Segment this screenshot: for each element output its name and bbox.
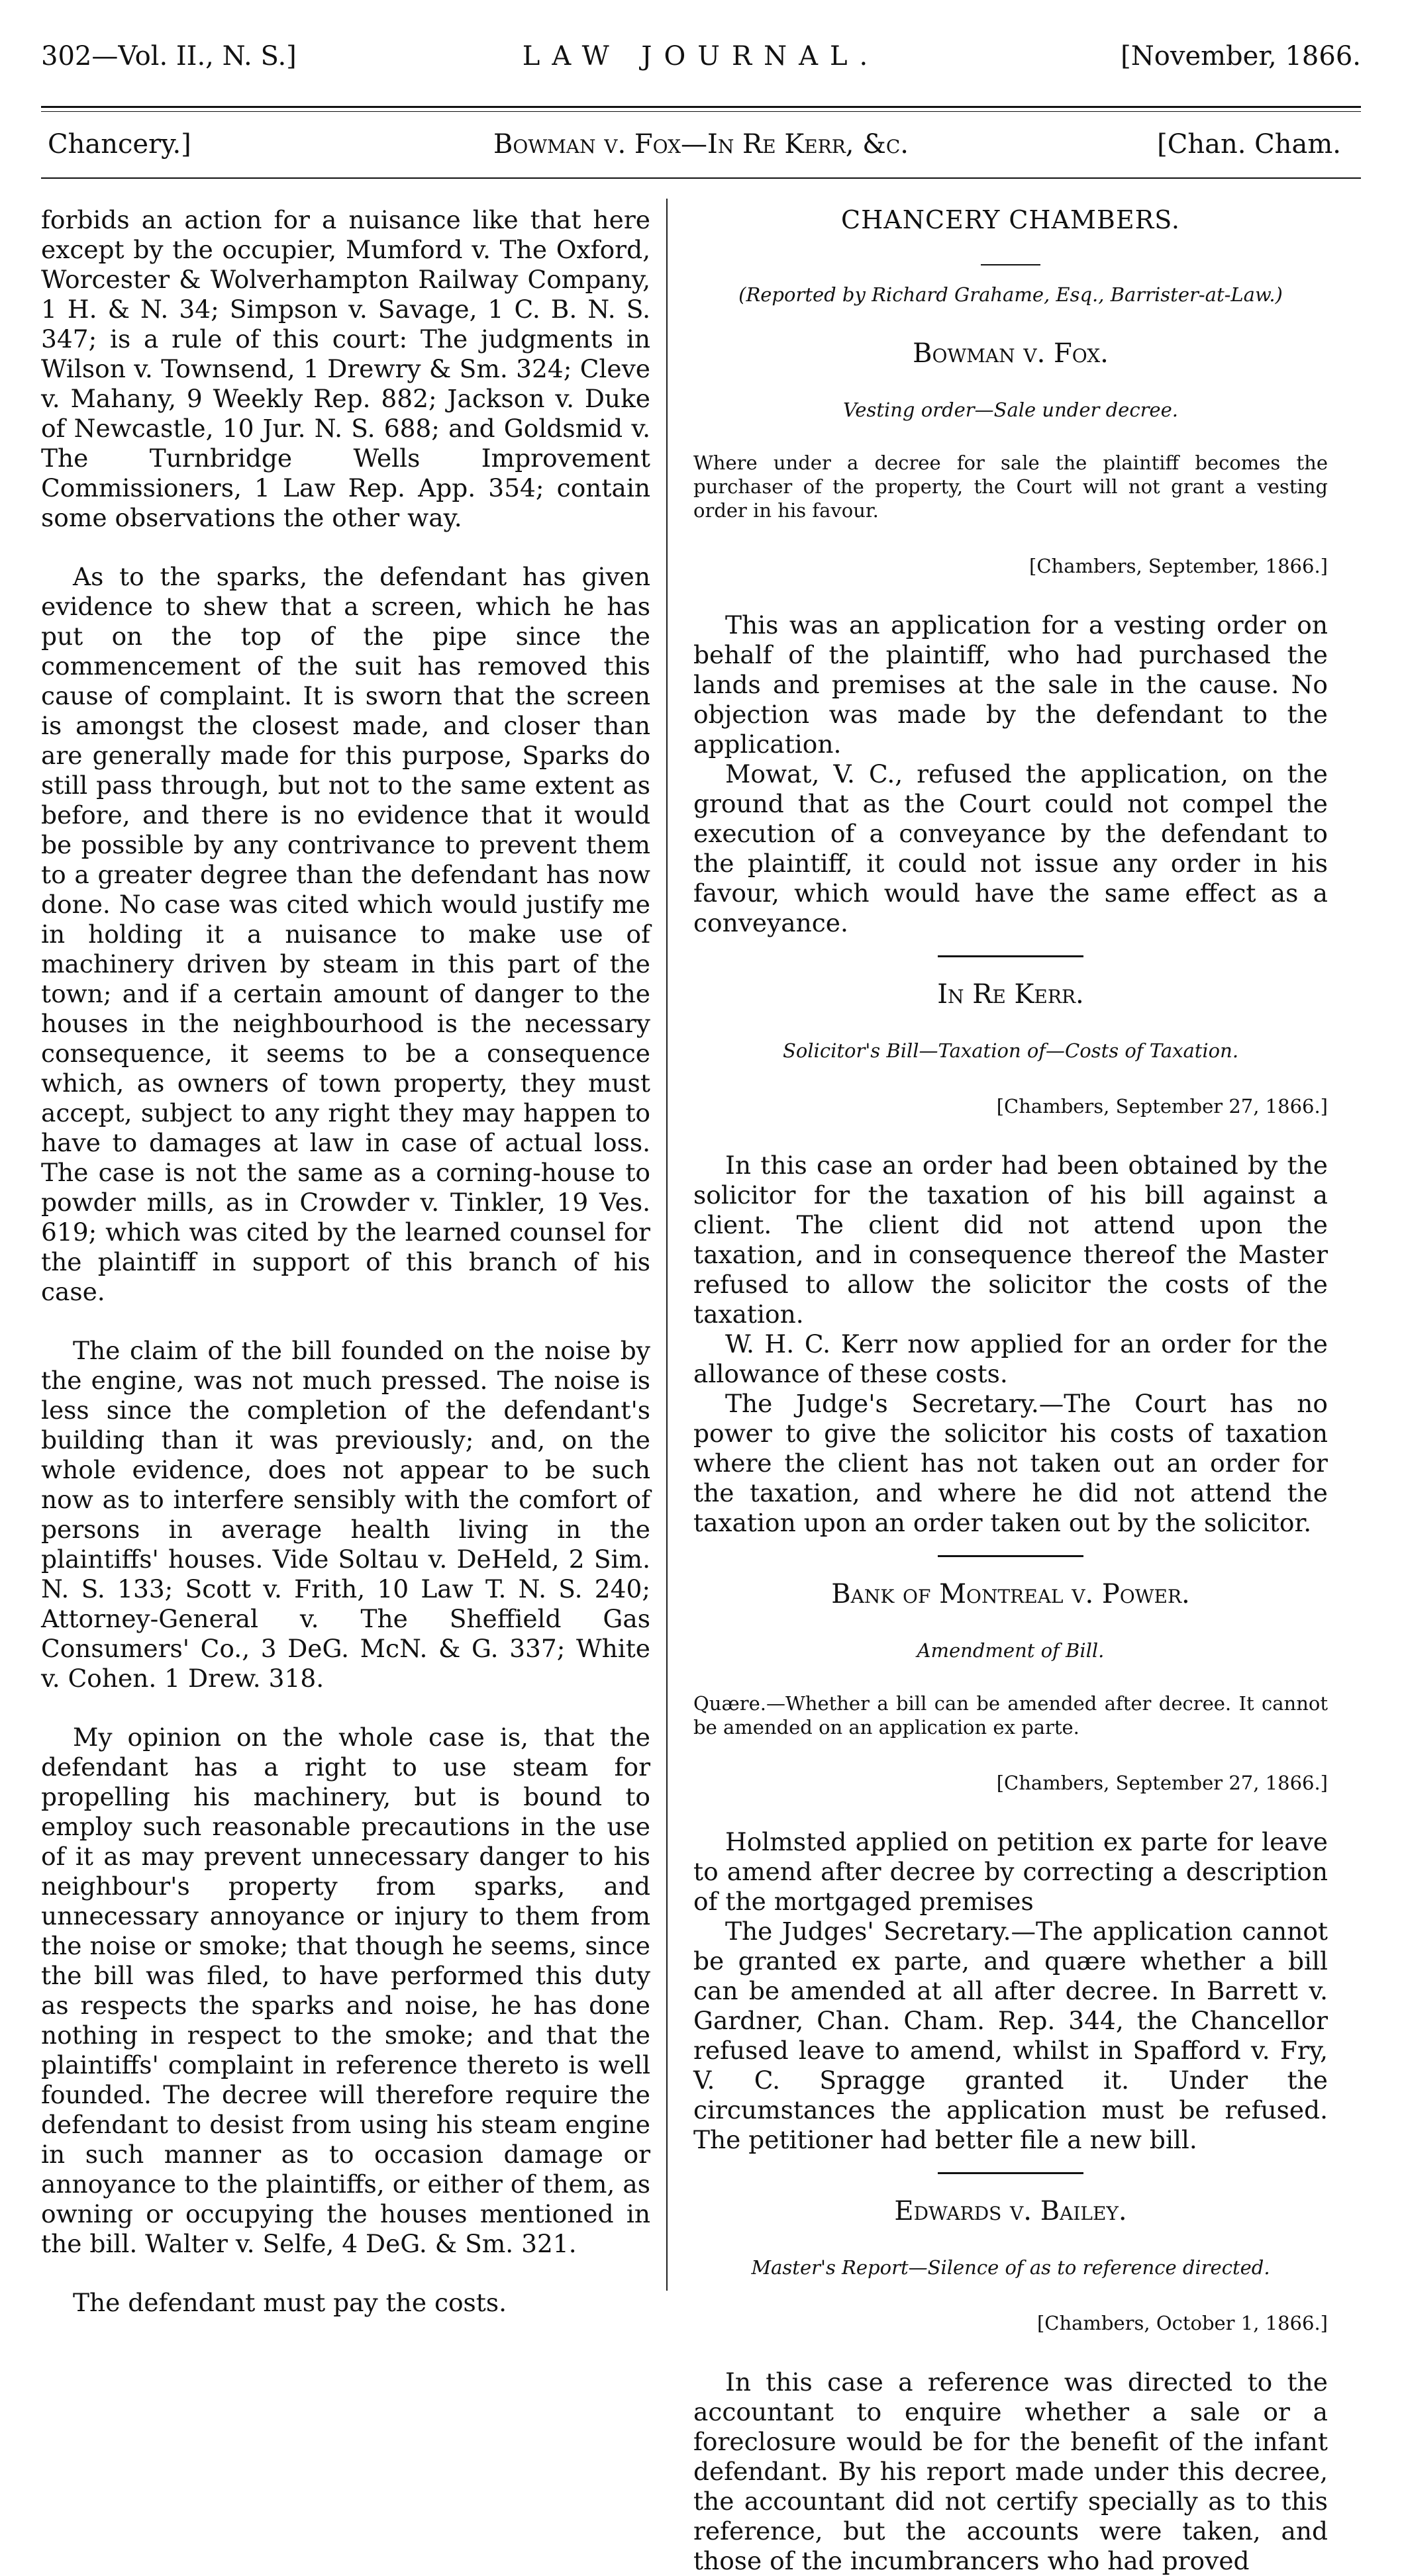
reporter-line: (Reported by Richard Grahame, Esq., Barrister-at-Law.) <box>738 283 1283 306</box>
court-label: Chancery.] <box>48 129 191 160</box>
header-double-rule-bottom <box>41 111 1361 112</box>
case-paragraph: W. H. C. Kerr now applied for an order for the allowance of these costs. <box>693 1329 1328 1388</box>
chancery-chambers-heading: CHANCERY CHAMBERS. <box>841 205 1180 234</box>
case-headnote: Quære.—Whether a bill can be amended after decree. It cannot be amended on an application ex parte. <box>693 1692 1328 1739</box>
case-title-in-re-kerr: In Re Kerr. <box>937 979 1084 1010</box>
case-catchwords: Amendment of Bill. <box>917 1639 1105 1662</box>
case-paragraph: Mowat, V. C., refused the application, on the ground that as the Court could not compel the execution of a conveyance by the defendant to the plaintiff, it could not issue any order in his favour, which would have the same effect as a conveyance. <box>693 759 1328 937</box>
chamber-label: [Chan. Cham. <box>1157 129 1341 160</box>
case-paragraph: In this case a reference was directed to the accountant to enquire whether a sale or a foreclosure would be for the benefit of the infant defendant. By his report made under this decree, the accountant did not certify specially as to this reference, but the accounts were taken, and those of the incumbrancers who had proved <box>693 2367 1328 2575</box>
case-title-edwards-v-bailey: Edwards v. Bailey. <box>894 2196 1127 2226</box>
paragraph-sparks: As to the sparks, the defendant has given evidence to shew that a screen, which he has put on the top of the pipe since the commencement of the suit has removed this cause of complaint. It is sworn that the screen is amongst the closest made, and closer than are generally made for this purpose, Sparks do still pass through, but not to the same extent as before, and there is no evidence that it would be possible by any contrivance to prevent them to a greater degree than the defendant has now done. No case was cited which would justify me in holding it a nuisance to make use of machinery driven by steam in this part of the town; and if a certain amount of danger to the houses in the neighbourhood is the necessary consequence, it seems to be a consequence which, as owners of town property, they must accept, subject to any right they may happen to have to damages at law in case of actual loss. The case is not the same as a corning-house to powder mills, as in Crowder v. Tinkler, 19 Ves. 619; which was cited by the learned counsel for the plaintiff in support of this branch of his case. <box>41 562 650 1306</box>
case-separator <box>938 1555 1083 1557</box>
paragraph-costs: The defendant must pay the costs. <box>73 2288 507 2317</box>
issue-date: [November, 1866. <box>1121 41 1361 72</box>
case-catchwords: Solicitor's Bill—Taxation of—Costs of Taxation. <box>782 1039 1239 1062</box>
right-column <box>693 205 1328 2576</box>
journal-title: LAW JOURNAL. <box>522 41 880 72</box>
case-title-bowman-v-fox: Bowman v. Fox. <box>913 338 1109 369</box>
section-head <box>41 129 1361 169</box>
case-paragraph: The Judges' Secretary.—The application cannot be granted ex parte, and quære whether a bill can be amended at all after decree. In Barrett v. Gardner, Chan. Cham. Rep. 344, the Chancellor refused leave to amend, whilst in Spafford v. Fry, V. C. Spragge granted it. Under the circumstances the application must be refused. The petitioner had better file a new bill. <box>693 1917 1328 2154</box>
case-date: [Chambers, September 27, 1866.] <box>996 1772 1328 1794</box>
case-headnote: Where under a decree for sale the plaintiff becomes the purchaser of the property, the Court will not grant a vesting order in his favour. <box>693 452 1328 522</box>
case-separator <box>938 2172 1083 2174</box>
column-divider <box>666 199 668 2291</box>
page-volume-reference: 302—Vol. II., N. S.] <box>41 41 297 72</box>
left-column <box>41 205 650 2347</box>
paragraph-opinion: My opinion on the whole case is, that the defendant has a right to use steam for propelling his machinery, but is bound to employ such reasonable precautions in the use of it as may prevent unnecessary danger to his neighbour's property from sparks, and unnecessary annoyance or injury to them from the noise or smoke; that though he seems, since the bill was filed, to have performed this duty as respects the sparks and noise, he has done nothing in respect to the smoke; and that the plaintiffs' complaint in reference thereto is well founded. The decree will therefore require the defendant to desist from using his steam engine in such manner as to occasion damage or annoyance to the plaintiffs, or either of them, as owning or occupying the houses mentioned in the bill. Walter v. Selfe, 4 DeG. & Sm. 321. <box>41 1723 650 2258</box>
header-double-rule-top <box>41 106 1361 108</box>
case-catchwords: Master's Report—Silence of as to reference directed. <box>751 2256 1270 2279</box>
paragraph-noise: The claim of the bill founded on the noise by the engine, was not much pressed. The noise is less since the completion of the defendant's building than it was previously; and, on the whole evidence, does not appear to be such now as to interfere sensibly with the comfort of persons in average health living in the plaintiffs' houses. Vide Soltau v. DeHeld, 2 Sim. N. S. 133; Scott v. Frith, 10 Law T. N. S. 240; Attorney-General v. The Sheffield Gas Consumers' Co., 3 DeG. McN. & G. 337; White v. Cohen. 1 Drew. 318. <box>41 1336 650 1693</box>
case-paragraph: Holmsted applied on petition ex parte for leave to amend after decree by correcting a description of the mortgaged premises <box>693 1827 1328 1916</box>
case-paragraph: In this case an order had been obtained by the solicitor for the taxation of his bill against a client. The client did not attend upon the taxation, and in consequence thereof the Master refused to allow the solicitor the costs of the taxation. <box>693 1151 1328 1329</box>
case-catchwords: Vesting order—Sale under decree. <box>843 399 1178 421</box>
heading-rule <box>981 264 1040 265</box>
paragraph-authorities: forbids an action for a nuisance like that here except by the occupier, Mumford v. The Oxford, Worcester & Wolverhampton Railway Company, 1 H. & N. 34; Simpson v. Savage, 1 C. B. N. S. 347; is a rule of this court: The judgments in Wilson v. Townsend, 1 Drewry & Sm. 324; Cleve v. Mahany, 9 Weekly Rep. 882; Jackson v. Duke of Newcastle, 10 Jur. N. S. 688; and Goldsmid v. The Turnbridge Wells Improvement Commissioners, 1 Law Rep. App. 354; contain some observations the other way. <box>41 205 650 532</box>
case-date: [Chambers, October 1, 1866.] <box>1036 2312 1328 2334</box>
case-title-bank-of-montreal-v-power: Bank of Montreal v. Power. <box>831 1579 1190 1609</box>
running-head <box>41 41 1361 87</box>
case-paragraph: This was an application for a vesting order on behalf of the plaintiff, who had purchased the lands and premises at the sale in the cause. No objection was made by the defendant to the application. <box>693 610 1328 759</box>
section-rule <box>41 177 1361 179</box>
case-separator <box>938 955 1083 957</box>
case-date: [Chambers, September 27, 1866.] <box>996 1095 1328 1118</box>
case-date: [Chambers, September, 1866.] <box>1029 555 1328 577</box>
cases-on-page: Bowman v. Fox—In Re Kerr, &c. <box>493 129 909 160</box>
case-paragraph: The Judge's Secretary.—The Court has no power to give the solicitor his costs of taxation where the client has not taken out an order for the taxation, and where he did not attend the taxation upon an order taken out by the solicitor. <box>693 1389 1328 1537</box>
